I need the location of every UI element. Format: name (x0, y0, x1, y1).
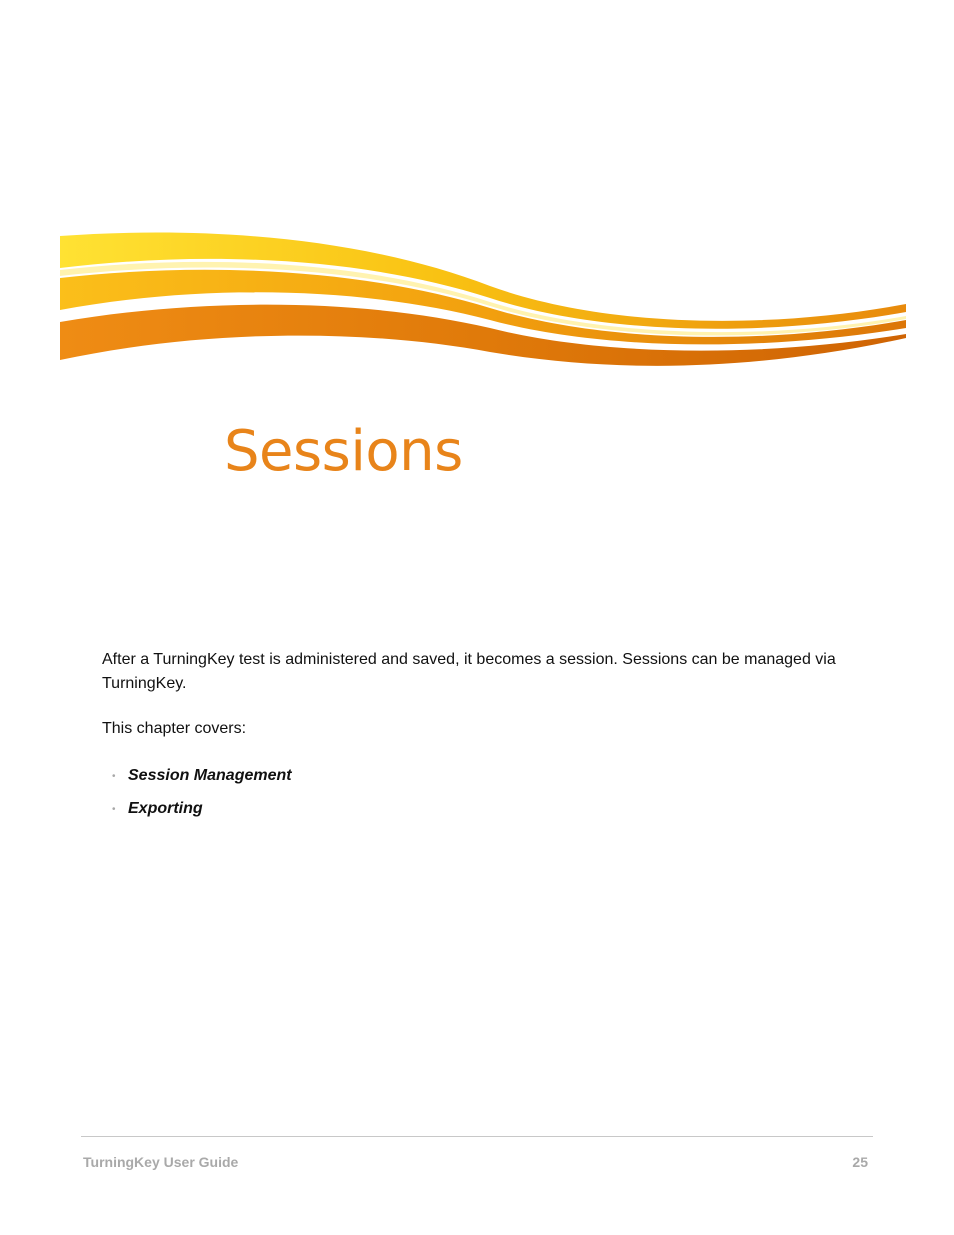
topic-exporting[interactable] (112, 797, 292, 830)
footer-guide-title: TurningKey User Guide (83, 1154, 239, 1170)
chapter-title: Sessions (224, 419, 463, 484)
topic-label[interactable]: Session Management (128, 767, 292, 784)
decorative-wave-banner (60, 226, 906, 376)
intro-paragraph: After a TurningKey test is administered and saved, it becomes a session. Sessions can be managed via TurningKey. (102, 651, 836, 692)
footer-divider (81, 1136, 873, 1137)
bullet-icon: • (112, 771, 116, 782)
bullet-icon: • (112, 804, 116, 815)
chapter-covers-lead: This chapter covers: (102, 720, 247, 737)
topic-session-management[interactable] (112, 764, 292, 797)
chapter-topics-list (112, 764, 292, 830)
topic-label[interactable]: Exporting (128, 800, 203, 817)
footer-page-number: 25 (852, 1154, 868, 1170)
